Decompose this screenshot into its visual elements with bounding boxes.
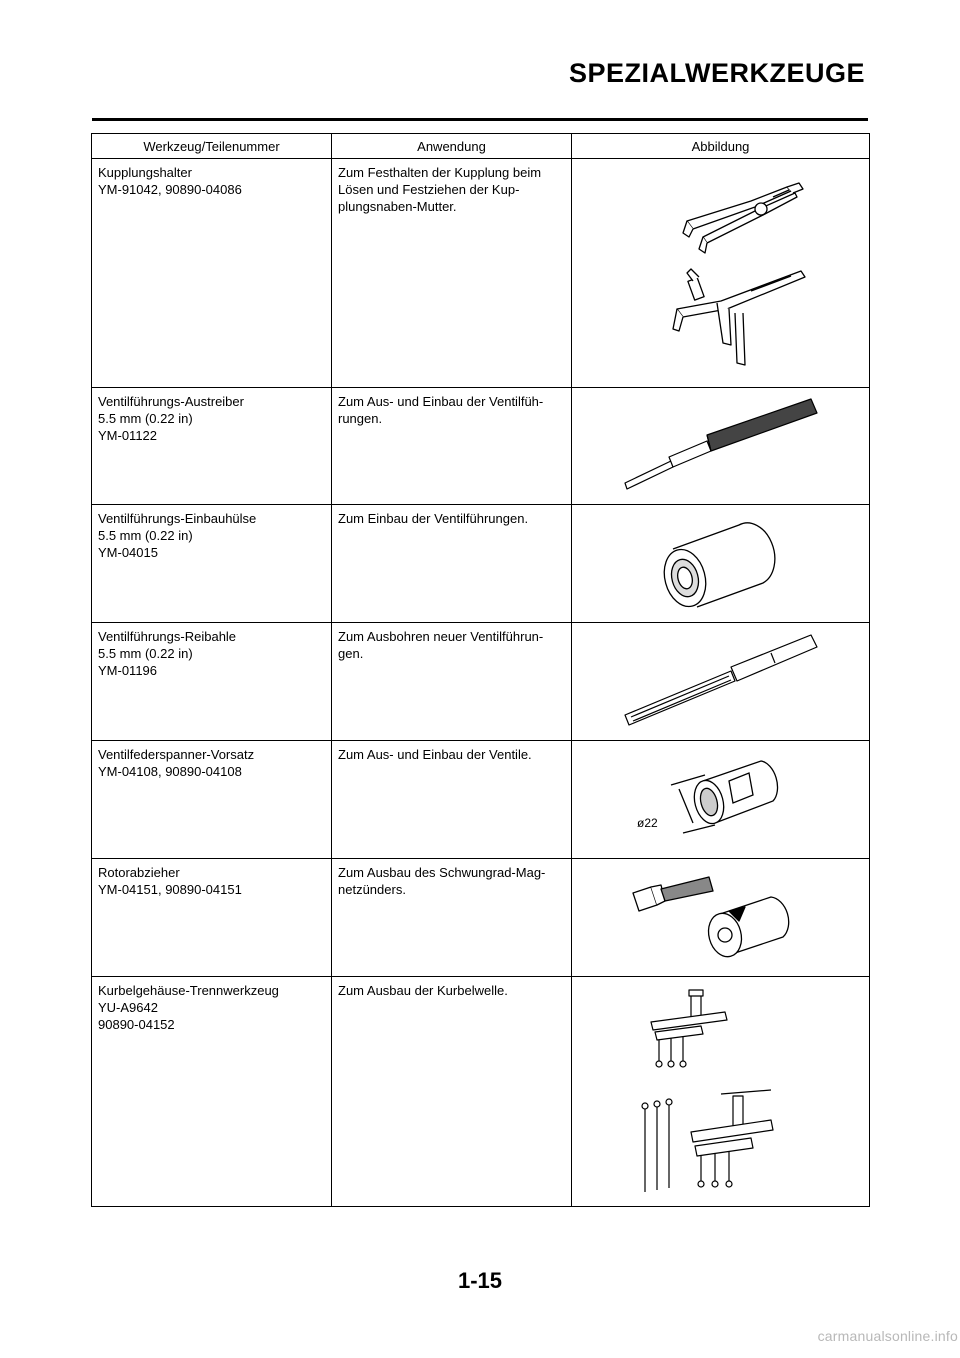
- title-rule: [92, 118, 868, 121]
- table-row: [92, 977, 870, 1207]
- illustration-cell: [572, 859, 870, 977]
- tool-cell: [92, 505, 332, 623]
- header-tool: Werkzeug/Teilenummer: [92, 134, 332, 159]
- use-cell: [332, 623, 572, 741]
- use-text: Zum Aus- und Einbau der Ventile.: [338, 747, 532, 762]
- tool-size: 5.5 mm (0.22 in): [98, 646, 193, 661]
- tool-part-number: YM-91042, 90890-04086: [98, 182, 242, 197]
- tool-part-number: YM-04108, 90890-04108: [98, 764, 242, 779]
- use-cell: [332, 741, 572, 859]
- tool-name: Kurbelgehäuse-Trennwerkzeug: [98, 983, 279, 998]
- tool-part-number: 90890-04152: [98, 1017, 175, 1032]
- use-text: Zum Einbau der Ventilführungen.: [338, 511, 529, 526]
- header-illustration: Abbildung: [572, 134, 870, 159]
- tool-cell: [92, 623, 332, 741]
- illustration-cell: [572, 159, 870, 388]
- use-text: Zum Ausbau des Schwungrad-Mag-: [338, 865, 546, 880]
- illustration-cell: [572, 505, 870, 623]
- table-row: [92, 159, 870, 388]
- valve-guide-reamer-icon: [611, 627, 831, 737]
- rotor-puller-icon: [621, 863, 821, 973]
- table-row: [92, 623, 870, 741]
- page-number: 1-15: [457, 1268, 503, 1293]
- illustration-cell: [572, 741, 870, 859]
- valve-spring-compressor-attachment-icon: [631, 745, 811, 855]
- tool-size: 5.5 mm (0.22 in): [98, 411, 193, 426]
- tool-size: 5.5 mm (0.22 in): [98, 528, 193, 543]
- table-row: [92, 505, 870, 623]
- use-cell: [332, 388, 572, 505]
- use-text: rungen.: [338, 411, 383, 426]
- illustration-cell: [572, 623, 870, 741]
- tool-cell: [92, 741, 332, 859]
- tool-name: Ventilführungs-Reibahle: [98, 629, 237, 644]
- header-use: Anwendung: [332, 134, 572, 159]
- tool-name: Rotorabzieher: [98, 865, 180, 880]
- table-row: [92, 388, 870, 505]
- use-cell: [332, 505, 572, 623]
- tool-name: Ventilführungs-Einbauhülse: [98, 511, 257, 526]
- clutch-holder-icon: [591, 163, 851, 383]
- tool-name: Ventilführungs-Austreiber: [98, 394, 244, 409]
- tool-name: Kupplungshalter: [98, 165, 192, 180]
- valve-guide-installer-icon: [651, 509, 791, 619]
- table-row: [92, 859, 870, 977]
- use-cell: [332, 977, 572, 1207]
- special-tools-table: [91, 133, 870, 1207]
- tool-cell: [92, 159, 332, 388]
- tool-part-number: YM-01196: [98, 663, 158, 678]
- use-text: Zum Ausbau der Kurbelwelle.: [338, 983, 508, 998]
- use-text: Zum Festhalten der Kupplung beim: [338, 165, 542, 180]
- use-cell: [332, 159, 572, 388]
- use-text: Zum Ausbohren neuer Ventilführun-: [338, 629, 544, 644]
- tool-part-number: YU-A9642: [98, 1000, 158, 1015]
- use-text: gen.: [338, 646, 364, 661]
- table-header-row: [92, 134, 870, 159]
- tool-name: Ventilfederspanner-Vorsatz: [98, 747, 255, 762]
- tool-cell: [92, 977, 332, 1207]
- use-text: Zum Aus- und Einbau der Ventilfüh-: [338, 394, 544, 409]
- table-row: [92, 741, 870, 859]
- tool-cell: [92, 859, 332, 977]
- illustration-cell: [572, 977, 870, 1207]
- tool-cell: [92, 388, 332, 505]
- use-text: plungsnaben-Mutter.: [338, 199, 457, 214]
- page-title: SPEZIALWERKZEUGE: [568, 58, 865, 88]
- illustration-cell: [572, 388, 870, 505]
- tool-part-number: YM-04015: [98, 545, 158, 560]
- use-text: netzünders.: [338, 882, 406, 897]
- crankcase-separating-tool-icon: [621, 982, 821, 1202]
- tool-part-number: YM-01122: [98, 428, 158, 443]
- valve-guide-remover-icon: [611, 391, 831, 501]
- tool-part-number: YM-04151, 90890-04151: [98, 882, 242, 897]
- use-text: Lösen und Festziehen der Kup-: [338, 182, 520, 197]
- dimension-label: ø22: [636, 815, 658, 830]
- watermark: carmanualsonline.info: [817, 1328, 958, 1344]
- use-cell: [332, 859, 572, 977]
